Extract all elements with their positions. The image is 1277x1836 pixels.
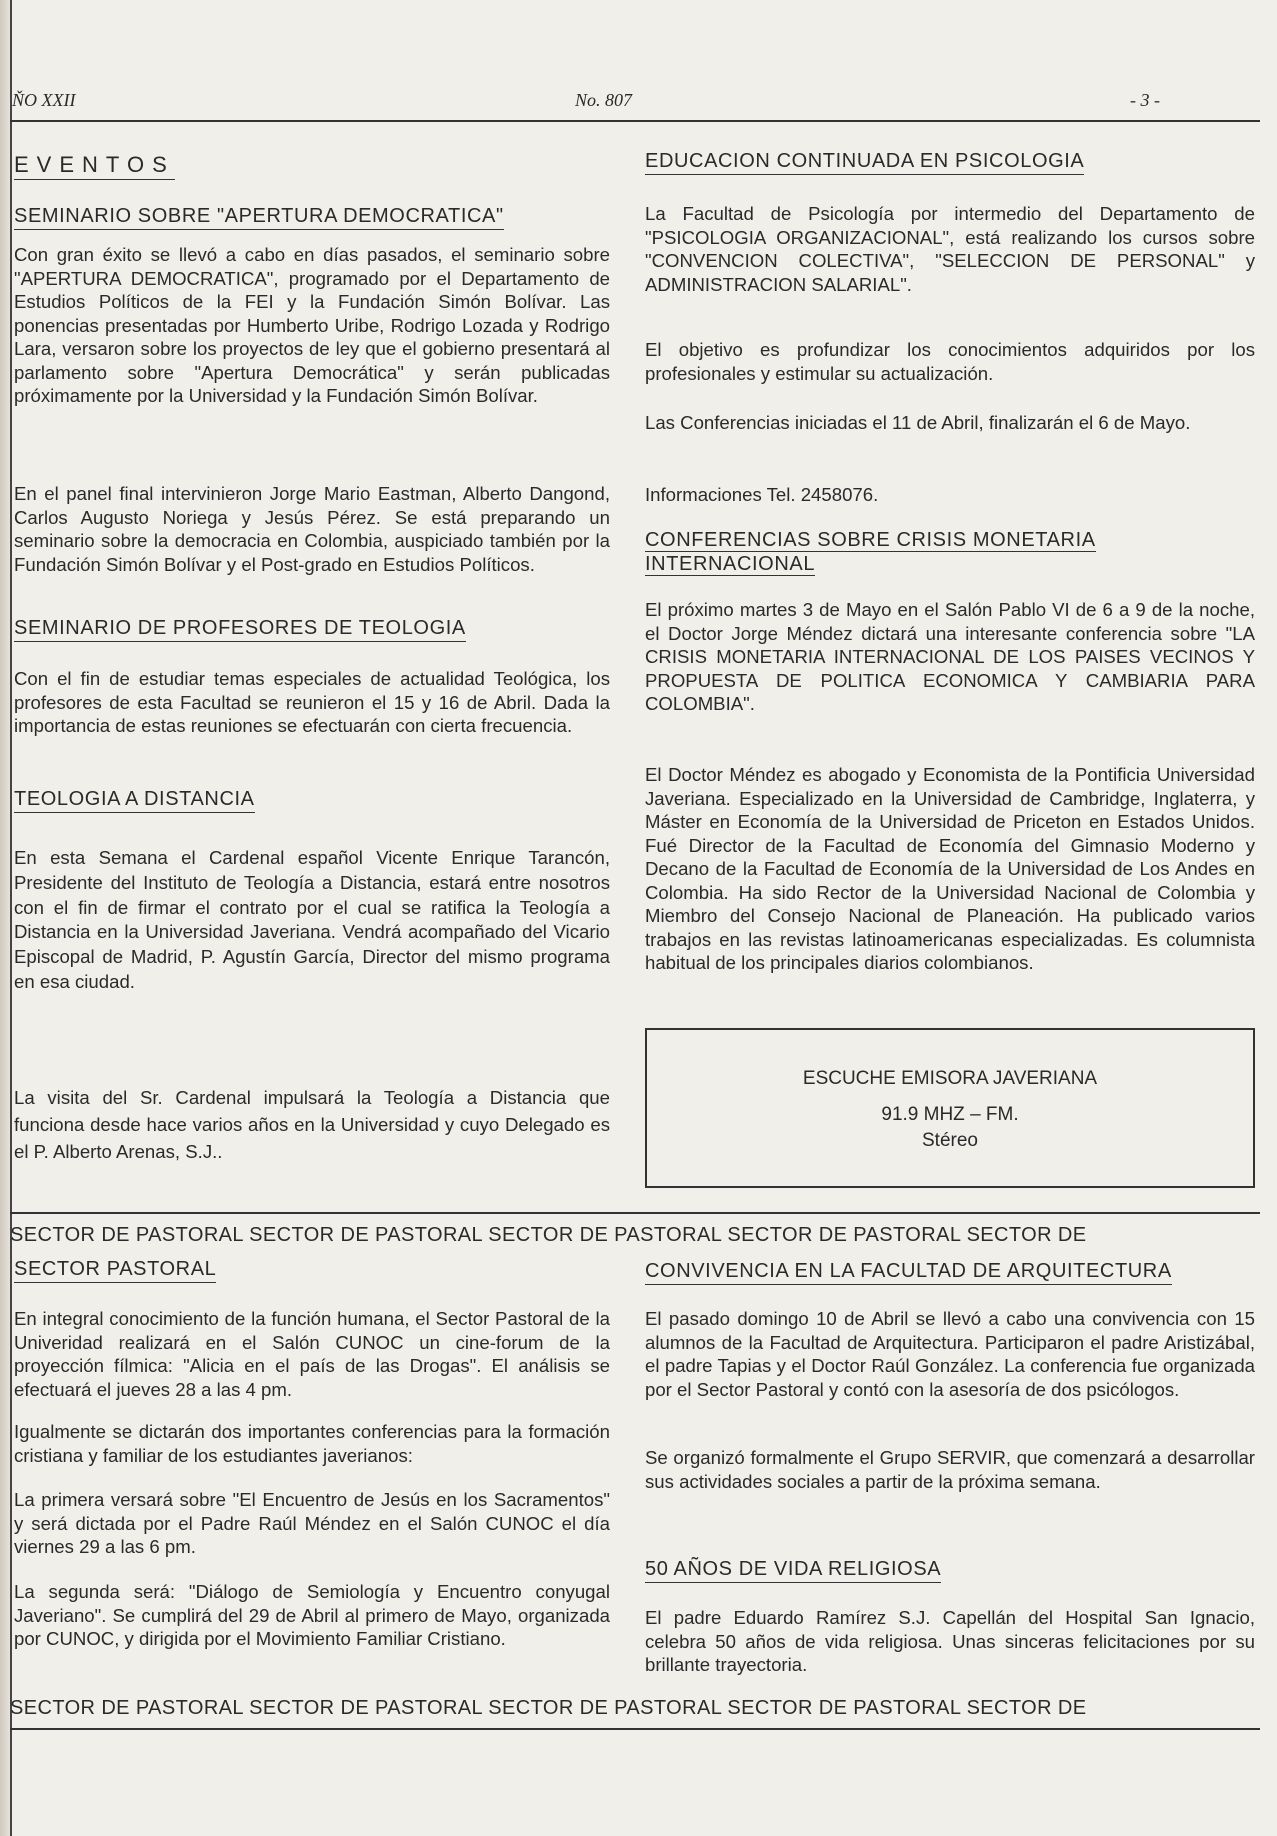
profesores-section bbox=[14, 617, 610, 642]
pastoral-paragraph-1: En integral conocimiento de la función humana, el Sector Pastoral de la Univeridad realizará en el Salón CUNOC un cine-forum de la proyección fílmica: "Alicia en el país de las Drogas". El análisis se efectuará el jueves 28 a las 4 pm. bbox=[14, 1308, 610, 1400]
header-volume: ŇO XXII bbox=[12, 90, 76, 110]
pastoral-banner-bottom: SECTOR DE PASTORAL SECTOR DE PASTORAL SECTOR DE PASTORAL SECTOR DE PASTORAL SECTOR DE bbox=[10, 1697, 1087, 1719]
seminario-section bbox=[14, 205, 610, 230]
convivencia-section bbox=[645, 1260, 1255, 1285]
header-number: No. 807 bbox=[575, 90, 633, 110]
crisis-section bbox=[645, 528, 1245, 577]
educacion-paragraph-1: La Facultad de Psicología por intermedio del Departamento de "PSICOLOGIA ORGANIZACIONAL", está realizando los cursos sobre "CONVENCION COLECTIVA", "SELECCION DE PERSONAL" y ADMINISTRACION SALARIAL". bbox=[645, 203, 1255, 295]
crisis-title: CONFERENCIAS SOBRE CRISIS MONETARIA INTERNACIONAL bbox=[645, 529, 1096, 575]
seminario-title: SEMINARIO SOBRE "APERTURA DEMOCRATICA" bbox=[14, 205, 504, 230]
section-divider-top bbox=[10, 1212, 1260, 1214]
crisis-paragraph-2: El Doctor Méndez es abogado y Economista de la Pontificia Universidad Javeriana. Especializado en la Universidad de Cambridge, Inglaterra, y Máster en Economía de la Universidad de Priceton en Estados Unidos. Fué Director de la Facultad de Economía del Gimnasio Moderno y Decano de la Facultad de Economía de la Universidad de Los Andes en Colombia. Ha sido Rector de la Universidad Nacional de Colombia y Miembro del Consejo Nacional de Planeación. Ha publicado varios trabajos en las revistas latinoamericanas especializadas. Es columnista habitual de los principales diarios colombianos. bbox=[645, 764, 1255, 973]
crisis-body bbox=[645, 598, 1255, 716]
educacion-paragraph-3: Las Conferencias iniciadas el 11 de Abril, finalizarán el 6 de Mayo. bbox=[645, 412, 1191, 433]
pastoral-banner-top: SECTOR DE PASTORAL SECTOR DE PASTORAL SECTOR DE PASTORAL SECTOR DE PASTORAL SECTOR DE bbox=[10, 1224, 1087, 1246]
crisis-body-2 bbox=[645, 763, 1255, 975]
pastoral-paragraph-3: La primera versará sobre "El Encuentro de Jesús en los Sacramentos" y será dictada por el Padre Raúl Méndez en el Salón CUNOC el día viernes 29 a las 6 pm. bbox=[14, 1489, 610, 1557]
header-page: - 3 - bbox=[1130, 90, 1160, 110]
pastoral-body bbox=[14, 1307, 610, 1401]
religiosa-body bbox=[645, 1606, 1255, 1677]
educacion-section bbox=[645, 150, 1255, 175]
profesores-title: SEMINARIO DE PROFESORES DE TEOLOGIA bbox=[14, 617, 466, 642]
teologia-title: TEOLOGIA A DISTANCIA bbox=[14, 788, 255, 813]
radio-ad-line-3: Stéreo bbox=[922, 1130, 978, 1151]
educacion-body-4 bbox=[645, 483, 1255, 507]
convivencia-paragraph-1: El pasado domingo 10 de Abril se llevó a cabo una convivencia con 15 alumnos de la Facultad de Arquitectura. Participaron el padre Aristizábal, el padre Tapias y el Doctor Raúl González. La conferencia fue organizada por el Sector Pastoral y contó con la asesoría de dos psicólogos. bbox=[645, 1308, 1255, 1400]
eventos-column bbox=[14, 152, 610, 180]
section-divider-bottom bbox=[10, 1728, 1260, 1730]
convivencia-body bbox=[645, 1307, 1255, 1401]
teologia-paragraph-2: La visita del Sr. Cardenal impulsará la Teología a Distancia que funciona desde hace varios años en la Universidad y cuyo Delegado es el P. Alberto Arenas, S.J.. bbox=[14, 1087, 610, 1162]
educacion-body-3 bbox=[645, 411, 1255, 435]
educacion-paragraph-2: El objetivo es profundizar los conocimientos adquiridos por los profesionales y estimular su actualización. bbox=[645, 339, 1255, 384]
binding-edge bbox=[0, 0, 12, 1836]
convivencia-title: CONVIVENCIA EN LA FACULTAD DE ARQUITECTURA bbox=[645, 1260, 1172, 1285]
educacion-paragraph-4: Informaciones Tel. 2458076. bbox=[645, 484, 879, 505]
crisis-paragraph-1: El próximo martes 3 de Mayo en el Salón Pablo VI de 6 a 9 de la noche, el Doctor Jorge Méndez dictará una interesante conferencia sobre "LA CRISIS MONETARIA INTERNACIONAL DE LOS PAISES VECINOS Y PROPUESTA DE POLITICA ECONOMICA Y CAMBIARIA PARA COLOMBIA". bbox=[645, 599, 1255, 714]
seminario-body-2 bbox=[14, 482, 610, 576]
religiosa-title: 50 AÑOS DE VIDA RELIGIOSA bbox=[645, 1558, 941, 1583]
pastoral-section bbox=[14, 1258, 610, 1283]
convivencia-body-2 bbox=[645, 1446, 1255, 1493]
pastoral-body-4 bbox=[14, 1580, 610, 1651]
pastoral-title: SECTOR PASTORAL bbox=[14, 1258, 216, 1283]
pastoral-paragraph-4: La segunda será: "Diálogo de Semiología y Encuentro conyugal Javeriano". Se cumplirá del 29 de Abril al primero de Mayo, organizada por CUNOC, y dirigida por el Movimiento Familiar Cristiano. bbox=[14, 1581, 610, 1649]
seminario-paragraph-2: En el panel final intervinieron Jorge Mario Eastman, Alberto Dangond, Carlos Augusto Noriega y Jesús Pérez. Se está preparando un seminario sobre la democracia en Colombia, auspiciado también por la Fundación Simón Bolívar y el Post-grado en Estudios Políticos. bbox=[14, 483, 610, 575]
educacion-body-2 bbox=[645, 338, 1255, 385]
seminario-body bbox=[14, 243, 610, 408]
educacion-body bbox=[645, 202, 1255, 296]
religiosa-section bbox=[645, 1558, 1255, 1583]
teologia-body bbox=[14, 846, 610, 995]
teologia-section bbox=[14, 788, 610, 813]
crisis-title-wrap bbox=[645, 528, 1245, 577]
religiosa-paragraph: El padre Eduardo Ramírez S.J. Capellán del Hospital San Ignacio, celebra 50 años de vida religiosa. Unas sinceras felicitaciones por su brillante trayectoria. bbox=[645, 1607, 1255, 1675]
seminario-paragraph-1: Con gran éxito se llevó a cabo en días pasados, el seminario sobre "APERTURA DEMOCRATICA", programado por el Departamento de Estudios Políticos de la FEI y la Fundación Simón Bolívar. Las ponencias presentadas por Humberto Uribe, Rodrigo Lozada y Rodrigo Lara, versaron sobre los proyectos de ley que el gobierno presentará al parlamento sobre "Apertura Democrática" y serán publicadas próximamente por la Universidad y la Fundación Simón Bolívar. bbox=[14, 244, 610, 406]
page-header bbox=[10, 86, 1260, 122]
pastoral-paragraph-2: Igualmente se dictarán dos importantes conferencias para la formación cristiana y familiar de los estudiantes javerianos: bbox=[14, 1421, 610, 1466]
convivencia-paragraph-2: Se organizó formalmente el Grupo SERVIR, que comenzará a desarrollar sus actividades sociales a partir de la próxima semana. bbox=[645, 1447, 1255, 1492]
teologia-body-2 bbox=[14, 1084, 610, 1165]
pastoral-body-3 bbox=[14, 1488, 610, 1559]
radio-ad-line-2: 91.9 MHZ – FM. bbox=[881, 1104, 1019, 1125]
teologia-paragraph-1: En esta Semana el Cardenal español Vicente Enrique Tarancón, Presidente del Instituto de Teología a Distancia, estará entre nosotros con el fin de firmar el contrato por el cual se ratifica la Teología a Distancia en la Universidad Javeriana. Vendrá acompañado del Vicario Episcopal de Madrid, P. Agustín García, Director del mismo programa en esa ciudad. bbox=[14, 847, 610, 992]
pastoral-body-2 bbox=[14, 1420, 610, 1467]
profesores-paragraph: Con el fin de estudiar temas especiales de actualidad Teológica, los profesores de esta Facultad se reunieron el 15 y 16 de Abril. Dada la importancia de estas reuniones se efectuarán con cierta frecuencia. bbox=[14, 668, 610, 736]
eventos-title: EVENTOS bbox=[14, 152, 175, 180]
profesores-body bbox=[14, 667, 610, 738]
educacion-title: EDUCACION CONTINUADA EN PSICOLOGIA bbox=[645, 150, 1084, 175]
radio-ad-box bbox=[645, 1028, 1255, 1188]
radio-ad-line-1: ESCUCHE EMISORA JAVERIANA bbox=[802, 1068, 1098, 1089]
